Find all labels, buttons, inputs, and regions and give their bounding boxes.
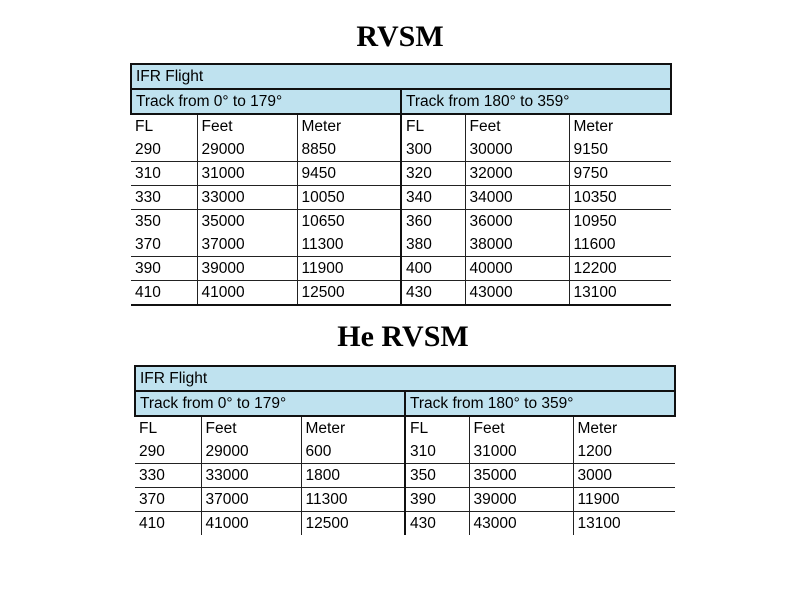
track-0-179-header: Track from 0° to 179° bbox=[131, 89, 401, 114]
track-180-359-header: Track from 180° to 359° bbox=[401, 89, 671, 114]
table-cell: 310 bbox=[131, 162, 197, 186]
table-cell: 29000 bbox=[197, 138, 297, 162]
table-cell: 10350 bbox=[569, 186, 671, 210]
table-cell: 36000 bbox=[465, 210, 569, 234]
table-cell: 37000 bbox=[201, 488, 301, 512]
he-rvsm-title: He RVSM bbox=[337, 320, 469, 353]
table-cell: 350 bbox=[131, 210, 197, 234]
table-cell: 12500 bbox=[301, 512, 405, 536]
table-cell: 40000 bbox=[465, 257, 569, 281]
table-cell: 600 bbox=[301, 440, 405, 464]
table-cell: 32000 bbox=[465, 162, 569, 186]
table-cell: 34000 bbox=[465, 186, 569, 210]
table-cell: 430 bbox=[405, 512, 469, 536]
column-header: FL bbox=[139, 419, 158, 437]
table-row bbox=[131, 162, 671, 186]
column-header: Feet bbox=[201, 416, 301, 440]
table-row bbox=[131, 257, 671, 281]
table-cell: 10950 bbox=[569, 210, 671, 234]
column-header-row bbox=[135, 416, 675, 440]
table-cell: 300 bbox=[401, 138, 465, 162]
rvsm-title: RVSM bbox=[356, 20, 444, 53]
ifr-flight-header: IFR Flight bbox=[131, 64, 671, 89]
rvsm-table bbox=[130, 63, 672, 306]
table-cell: 9750 bbox=[569, 162, 671, 186]
table-cell: 38000 bbox=[465, 233, 569, 257]
table-row bbox=[131, 210, 671, 234]
table-cell: 43000 bbox=[465, 281, 569, 306]
table-cell: 10650 bbox=[297, 210, 401, 234]
column-header-row bbox=[131, 114, 671, 138]
column-header: Meter bbox=[573, 416, 675, 440]
table-cell: 31000 bbox=[197, 162, 297, 186]
column-header: Meter bbox=[297, 114, 401, 138]
table-cell: 330 bbox=[135, 464, 201, 488]
table-cell: 39000 bbox=[469, 488, 573, 512]
table-cell: 41000 bbox=[201, 512, 301, 536]
table-row bbox=[135, 488, 675, 512]
table-cell: 320 bbox=[401, 162, 465, 186]
table-cell: 9450 bbox=[297, 162, 401, 186]
table-cell: 43000 bbox=[469, 512, 573, 536]
table-cell: 400 bbox=[401, 257, 465, 281]
column-header: Feet bbox=[197, 114, 297, 138]
table-cell: 350 bbox=[405, 464, 469, 488]
table-cell: 410 bbox=[135, 512, 201, 536]
track-0-179-header: Track from 0° to 179° bbox=[135, 391, 405, 416]
table-row bbox=[131, 281, 671, 306]
table-cell: 11900 bbox=[297, 257, 401, 281]
table-row bbox=[131, 233, 671, 257]
table-cell: 390 bbox=[405, 488, 469, 512]
table-cell: 1200 bbox=[573, 440, 675, 464]
table-cell: 340 bbox=[401, 186, 465, 210]
table-cell: 380 bbox=[401, 233, 465, 257]
table-cell: 290 bbox=[139, 442, 165, 460]
column-header: FL bbox=[405, 416, 469, 440]
table-cell: 10050 bbox=[297, 186, 401, 210]
table-cell: 35000 bbox=[469, 464, 573, 488]
column-header: Feet bbox=[465, 114, 569, 138]
table-cell: 430 bbox=[401, 281, 465, 306]
table-cell: 9150 bbox=[569, 138, 671, 162]
table-cell: 30000 bbox=[465, 138, 569, 162]
table-row bbox=[135, 512, 675, 536]
table-cell: 330 bbox=[131, 186, 197, 210]
table-cell: 290 bbox=[135, 140, 161, 158]
table-row bbox=[135, 464, 675, 488]
column-header: Meter bbox=[569, 114, 671, 138]
table-cell: 13100 bbox=[569, 281, 671, 306]
track-180-359-header: Track from 180° to 359° bbox=[405, 391, 675, 416]
table-row bbox=[135, 440, 675, 464]
table-cell: 370 bbox=[135, 235, 161, 253]
column-header: Meter bbox=[301, 416, 405, 440]
column-header: FL bbox=[401, 114, 465, 138]
table-cell: 35000 bbox=[197, 210, 297, 234]
table-cell: 33000 bbox=[197, 186, 297, 210]
table-cell: 33000 bbox=[201, 464, 301, 488]
table-cell: 410 bbox=[131, 281, 197, 306]
table-cell: 11900 bbox=[573, 488, 675, 512]
table-cell: 37000 bbox=[197, 233, 297, 257]
table-cell: 11300 bbox=[297, 233, 401, 257]
table-cell: 41000 bbox=[197, 281, 297, 306]
table-row bbox=[131, 186, 671, 210]
table-cell: 31000 bbox=[469, 440, 573, 464]
table-cell: 39000 bbox=[197, 257, 297, 281]
table-cell: 11300 bbox=[301, 488, 405, 512]
table-cell: 13100 bbox=[573, 512, 675, 536]
table-cell: 360 bbox=[401, 210, 465, 234]
ifr-flight-header: IFR Flight bbox=[135, 366, 675, 391]
he-rvsm-table bbox=[134, 365, 676, 535]
table-cell: 370 bbox=[135, 488, 201, 512]
table-cell: 8850 bbox=[297, 138, 401, 162]
table-cell: 3000 bbox=[573, 464, 675, 488]
table-cell: 11600 bbox=[569, 233, 671, 257]
table-cell: 12500 bbox=[297, 281, 401, 306]
table-cell: 1800 bbox=[301, 464, 405, 488]
table-cell: 12200 bbox=[569, 257, 671, 281]
table-row bbox=[131, 138, 671, 162]
table-cell: 310 bbox=[405, 440, 469, 464]
column-header: FL bbox=[135, 117, 154, 135]
table-cell: 29000 bbox=[201, 440, 301, 464]
table-cell: 390 bbox=[131, 257, 197, 281]
column-header: Feet bbox=[469, 416, 573, 440]
